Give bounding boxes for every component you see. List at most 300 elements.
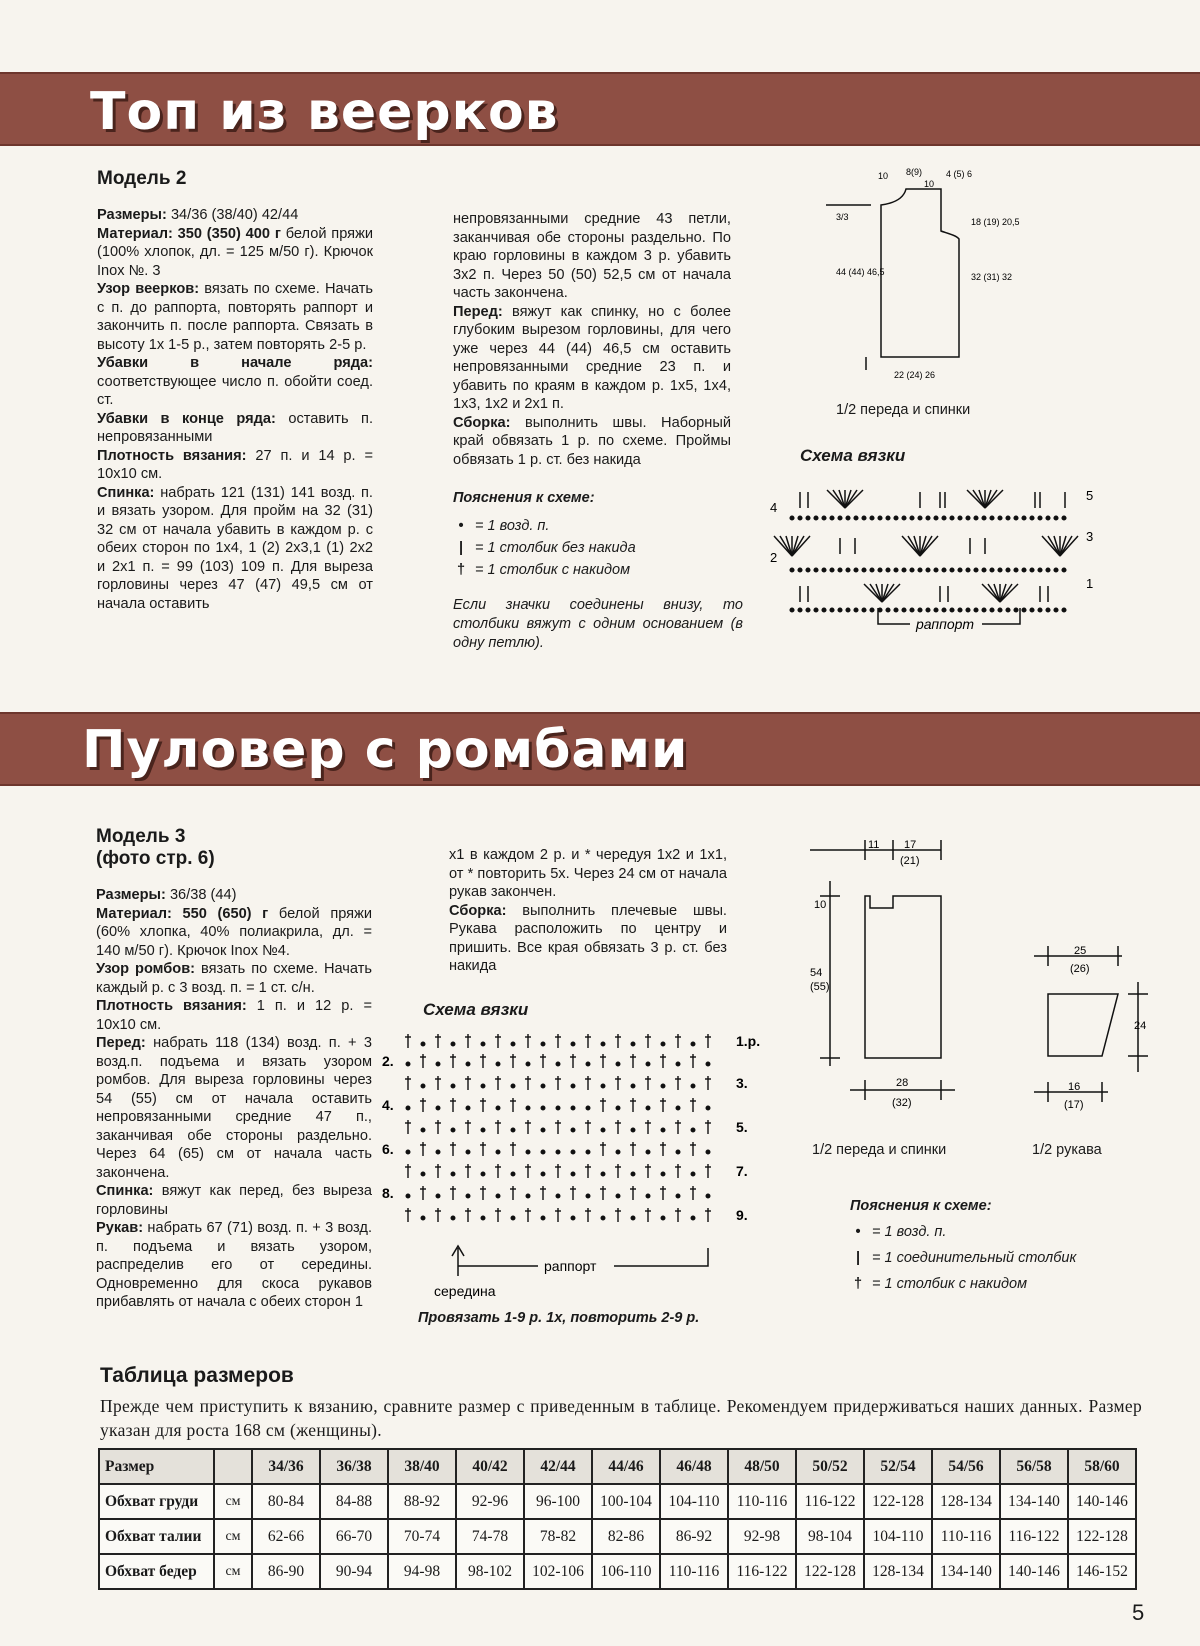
chain-stitch [1054, 516, 1058, 520]
legend-item [453, 562, 743, 578]
paragraph [97, 206, 373, 225]
paragraph-label: Убавки в конце ряда: [97, 410, 276, 427]
chain-stitch [854, 568, 858, 572]
paragraph [96, 960, 372, 997]
paragraph-text: выполнить плечевые швы. Рукава расположить по центру и пришить. Все края обвязать 3 р. ст. без накида [449, 902, 727, 974]
row-label-5: 5 [1086, 488, 1094, 503]
legend-text: = 1 соединительный столбик [872, 1250, 1077, 1266]
paragraph-text: 27 п. и 14 р. = 10х10 см. [97, 447, 373, 482]
chain-stitch [862, 608, 866, 612]
size-header-cell: 36/38 [320, 1449, 388, 1484]
chain-stitch [1030, 516, 1034, 520]
chain-stitch [974, 568, 978, 572]
row-unit: см [214, 1484, 252, 1519]
row-number: 2. [382, 1053, 394, 1069]
chain-stitch [1054, 568, 1058, 572]
article2-paragraphs-2 [449, 846, 727, 976]
chain-stitch [436, 1062, 440, 1066]
chain-stitch [790, 608, 794, 612]
paragraph-text: набрать 67 (71) возд. п. + 3 возд. п. подъема и вязать узором, распределив его от середины. Одновременно для скоса рукавов прибавлять от начала с обеих сторон 1 [96, 1220, 372, 1310]
chain-stitch [798, 568, 802, 572]
legend-item [453, 518, 743, 534]
chain-stitch [1014, 608, 1018, 612]
chain-stitch [511, 1172, 515, 1176]
legend-note: Если значки соединены внизу, то столбики вяжут с одним основанием (в одну петлю). [453, 597, 743, 651]
chain-stitch [1062, 516, 1066, 520]
fan-stitch-chart [770, 478, 1100, 638]
size-header-cell: 50/52 [796, 1449, 864, 1484]
chain-stitch [790, 568, 794, 572]
chain-stitch [511, 1084, 515, 1088]
chain-stitch [451, 1216, 455, 1220]
front-shape [865, 896, 941, 1058]
sleeve-shape [1048, 994, 1118, 1056]
chain-stitch [862, 516, 866, 520]
dim-bottom: 22 (24) 26 [894, 370, 936, 380]
table-cell: 122-128 [864, 1484, 932, 1519]
legend-symbol: † [853, 1276, 863, 1292]
chain-stitch [950, 516, 954, 520]
chain-stitch [886, 516, 890, 520]
chain-stitch [421, 1084, 425, 1088]
chain-stitch [691, 1172, 695, 1176]
middle-label: середина [434, 1283, 496, 1299]
chain-stitch [481, 1172, 485, 1176]
table-cell: 82-86 [592, 1519, 660, 1554]
table-cell: 110-116 [932, 1519, 1000, 1554]
row-unit: см [214, 1519, 252, 1554]
chain-stitch [676, 1194, 680, 1198]
legend-title: Пояснения к схеме: [453, 490, 595, 506]
legend-list-2 [850, 1224, 1150, 1292]
chain-stitch [631, 1216, 635, 1220]
paragraph-label: Плотность вязания: [96, 998, 247, 1014]
chain-stitch [406, 1194, 410, 1198]
row-unit: см [214, 1554, 252, 1589]
chain-stitch [998, 516, 1002, 520]
table-cell: 98-104 [796, 1519, 864, 1554]
dim-top2: 8(9) [906, 167, 923, 177]
chain-stitch [966, 608, 970, 612]
article2-paragraphs [96, 886, 372, 1312]
chain-stitch [676, 1106, 680, 1110]
chain-stitch [601, 1042, 605, 1046]
paragraph-text: 36/38 (44) [165, 887, 237, 903]
paragraph-label: Спинка: [96, 1183, 154, 1199]
paragraph-text: вязать по схеме. Начать с п. до раппорта, повторять раппорт и закончить п. после раппорта. Связать в высоту 1х 1-5 р., затем повторять 2-5 р. [97, 281, 373, 353]
paragraph-text: оставить п. непровязанными [97, 410, 374, 445]
chain-stitch [982, 568, 986, 572]
chain-stitch [511, 1042, 515, 1046]
chain-stitch [950, 608, 954, 612]
table-cell: 122-128 [796, 1554, 864, 1589]
table-cell: 102-106 [524, 1554, 592, 1589]
chain-stitch [601, 1084, 605, 1088]
fan-stitch [780, 536, 792, 556]
size-table-title: Таблица размеров [100, 1364, 294, 1387]
paragraph [97, 225, 373, 281]
chain-stitch [878, 516, 882, 520]
chain-stitch [586, 1150, 590, 1154]
chain-stitch [830, 608, 834, 612]
paragraph-text: вяжут как перед, без выреза горловины [96, 1183, 372, 1218]
front-dim-bottom-b: (32) [892, 1097, 912, 1109]
size-table-intro: Прежде чем приступить к вязанию, сравните размер с приведенным в таблице. Рекомендуем придерживаться наших данных. Размер указан для роста 168 см (женщины). [100, 1396, 1142, 1440]
paragraph-label: Материал: 550 (650) г [96, 905, 269, 922]
chain-stitch [556, 1150, 560, 1154]
paragraph-text: набрать 121 (131) 141 возд. п. и вязать узором. Для пройм на 32 (31) 32 см от начала убавить в каждом р. с обеих сторон по 1х4, 1 (2) 2х3,1 (1) 2х2 и 2х1 п. = 99 (103) 109 п. Для выреза горловины через 47 (47) 49,5 см от начала оставить [97, 484, 373, 612]
chain-stitch [406, 1062, 410, 1066]
chain-stitch [990, 516, 994, 520]
chain-stitch [451, 1042, 455, 1046]
table-cell: 96-100 [524, 1484, 592, 1519]
chain-stitch [451, 1084, 455, 1088]
chain-stitch [846, 568, 850, 572]
paragraph-text: непровязанными средние 43 петли, заканчивая обе стороны раздельно. По краю горловины в каждом 3 р. убавить 3х2 п. Через 50 (50) 52,5 см от начала часть закончена. [453, 211, 731, 301]
chain-stitch [496, 1062, 500, 1066]
size-header-cell: 48/50 [728, 1449, 796, 1484]
chain-stitch [814, 608, 818, 612]
dim-right: 32 (31) 32 [971, 272, 1013, 282]
chain-stitch [601, 1172, 605, 1176]
row-number: 5. [736, 1119, 748, 1135]
page-number: 5 [1132, 1600, 1145, 1625]
table-cell: 78-82 [524, 1519, 592, 1554]
table-cell: 116-122 [796, 1484, 864, 1519]
sleeve-dim-height: 24 [1134, 1020, 1147, 1032]
chain-stitch [934, 608, 938, 612]
table-cell: 84-88 [320, 1484, 388, 1519]
chain-stitch [942, 608, 946, 612]
chain-stitch [571, 1216, 575, 1220]
chain-stitch [436, 1150, 440, 1154]
row-number: 4. [382, 1097, 394, 1113]
legend-symbol: † [456, 562, 466, 578]
paragraph-text: вяжут как спинку, но с более глубоким вырезом горловины, для чего уже через 44 (44) 46,5 см оставить непровязанными средние 23 п. и убавить по краям в каждом р. 1х5, 1х4, 1х3, 1х2 и 2х1 п. [453, 303, 731, 412]
article1-legend [453, 490, 743, 653]
table-row [99, 1484, 1136, 1519]
chain-stitch [511, 1216, 515, 1220]
legend-item [453, 540, 743, 556]
chain-stitch [798, 608, 802, 612]
chain-stitch [894, 568, 898, 572]
paragraph [96, 1182, 372, 1219]
legend-title-2: Пояснения к схеме: [850, 1198, 992, 1214]
chain-stitch [918, 608, 922, 612]
chain-stitch [481, 1042, 485, 1046]
chain-stitch [646, 1150, 650, 1154]
model-subheading: (фото стр. 6) [96, 848, 215, 869]
chain-stitch [1022, 608, 1026, 612]
front-dim-top2: 17 [904, 839, 917, 851]
table-cell: 92-98 [728, 1519, 796, 1554]
paragraph [96, 997, 372, 1034]
table-cell: 140-146 [1000, 1554, 1068, 1589]
chain-stitch [631, 1084, 635, 1088]
pattern-outline [881, 189, 959, 357]
row-number: 1.р. [736, 1033, 761, 1049]
chain-stitch [886, 568, 890, 572]
chain-stitch [646, 1106, 650, 1110]
paragraph [97, 354, 373, 410]
chain-stitch [421, 1216, 425, 1220]
chain-stitch [982, 516, 986, 520]
chain-stitch [451, 1128, 455, 1132]
row-label-4: 4 [770, 500, 778, 515]
title-banner-bottom [0, 712, 1200, 786]
paragraph-label: Сборка: [449, 902, 507, 919]
table-cell: 88-92 [388, 1484, 456, 1519]
row-number: 7. [736, 1163, 748, 1179]
chain-stitch [1038, 568, 1042, 572]
table-row [99, 1519, 1136, 1554]
chain-stitch [862, 568, 866, 572]
chain-stitch [496, 1150, 500, 1154]
paragraph [96, 1034, 372, 1182]
chain-stitch [822, 516, 826, 520]
chain-stitch [571, 1106, 575, 1110]
table-cell: 146-152 [1068, 1554, 1136, 1589]
chain-stitch [926, 608, 930, 612]
paragraph-label: Размеры: [97, 207, 167, 223]
chain-stitch [466, 1062, 470, 1066]
chain-stitch [661, 1084, 665, 1088]
size-header-row [99, 1449, 1136, 1484]
chain-stitch [631, 1042, 635, 1046]
table-row [99, 1554, 1136, 1589]
chain-stitch [830, 568, 834, 572]
chain-stitch [1022, 516, 1026, 520]
article1-paragraphs-2 [453, 210, 731, 469]
chain-stitch [1022, 568, 1026, 572]
size-header-cell: 58/60 [1068, 1449, 1136, 1484]
chain-stitch [814, 568, 818, 572]
article1-col1 [97, 168, 373, 613]
paragraph-label: Сборка: [453, 414, 511, 431]
chain-stitch [466, 1194, 470, 1198]
chain-stitch [1006, 568, 1010, 572]
chain-stitch [958, 568, 962, 572]
table-cell: 86-90 [252, 1554, 320, 1589]
legend-text: = 1 столбик без накида [475, 540, 636, 556]
schema-instruction: Провязать 1-9 р. 1х, повторить 2-9 р. [418, 1310, 700, 1326]
article1-paragraphs [97, 206, 373, 613]
paragraph-text: х1 в каждом 2 р. и * чередуя 1х2 и 1х1, от * повторить 5х. Через 24 см от начала рукав закончен. [449, 847, 727, 900]
chain-stitch [902, 568, 906, 572]
chain-stitch [541, 1172, 545, 1176]
legend-text: = 1 возд. п. [872, 1224, 947, 1240]
chain-stitch [958, 516, 962, 520]
paragraph [97, 410, 373, 447]
chain-stitch [926, 568, 930, 572]
pattern-caption: 1/2 переда и спинки [836, 402, 971, 418]
chain-stitch [918, 516, 922, 520]
chain-stitch [571, 1042, 575, 1046]
paragraph-text: 1 п. и 12 р. = 10х10 см. [96, 998, 372, 1033]
chain-stitch [526, 1194, 530, 1198]
dim-top: 10 [878, 171, 889, 181]
chain-stitch [631, 1172, 635, 1176]
fan-stitch [833, 490, 845, 508]
chain-stitch [894, 516, 898, 520]
chain-stitch [1046, 568, 1050, 572]
chain-stitch [998, 608, 1002, 612]
table-cell: 90-94 [320, 1554, 388, 1589]
paragraph-label: Узор веерков: [97, 281, 200, 297]
sleeve-dim-top-b: (26) [1070, 963, 1090, 975]
chain-stitch [910, 608, 914, 612]
size-header-cell: 40/42 [456, 1449, 524, 1484]
chain-stitch [451, 1172, 455, 1176]
chain-stitch [974, 608, 978, 612]
article-title-top: Топ из веерков [90, 82, 559, 142]
chain-stitch [661, 1042, 665, 1046]
table-cell: 62-66 [252, 1519, 320, 1554]
chain-stitch [902, 516, 906, 520]
chain-stitch [870, 568, 874, 572]
table-cell: 110-116 [728, 1484, 796, 1519]
chain-stitch [661, 1172, 665, 1176]
chain-stitch [822, 568, 826, 572]
chain-stitch [902, 608, 906, 612]
row-label-3: 3 [1086, 529, 1094, 544]
dim-top2b: 10 [924, 179, 935, 189]
paragraph [97, 447, 373, 484]
chain-stitch [496, 1106, 500, 1110]
chain-stitch [1062, 608, 1066, 612]
size-header-label: Размер [99, 1449, 214, 1484]
chain-stitch [526, 1062, 530, 1066]
chain-stitch [541, 1042, 545, 1046]
table-cell: 100-104 [592, 1484, 660, 1519]
dim-left-small: 3/3 [836, 212, 849, 222]
table-cell: 70-74 [388, 1519, 456, 1554]
chain-stitch [691, 1084, 695, 1088]
table-cell: 104-110 [864, 1519, 932, 1554]
front-dim-bottom: 28 [896, 1077, 909, 1089]
chain-stitch [661, 1216, 665, 1220]
paragraph [97, 484, 373, 614]
chain-stitch [556, 1062, 560, 1066]
row-label-1: 1 [1086, 576, 1094, 591]
front-caption: 1/2 переда и спинки [812, 1142, 947, 1158]
chain-stitch [571, 1150, 575, 1154]
chain-stitch [421, 1172, 425, 1176]
legend-text: = 1 столбик с накидом [872, 1276, 1028, 1292]
chain-stitch [1046, 516, 1050, 520]
table-cell: 66-70 [320, 1519, 388, 1554]
chain-stitch [1014, 516, 1018, 520]
legend-symbol: • [458, 518, 464, 534]
paragraph-label: Размеры: [96, 887, 166, 903]
row-label: Обхват груди [99, 1484, 214, 1519]
repeat-label-2: раппорт [544, 1258, 597, 1274]
chain-stitch [616, 1106, 620, 1110]
fan-stitch [1048, 536, 1060, 556]
schema-title: Схема вязки [800, 446, 906, 465]
table-cell: 116-122 [728, 1554, 796, 1589]
chain-stitch [854, 608, 858, 612]
chain-stitch [1030, 568, 1034, 572]
sleeve-diagram [1030, 942, 1150, 1127]
paragraph-label: Плотность вязания: [97, 447, 247, 464]
model-heading-3: Модель 3 [96, 826, 186, 847]
chain-stitch [870, 608, 874, 612]
legend-item [850, 1224, 1150, 1240]
paragraph-text: 34/36 (38/40) 42/44 [166, 207, 299, 223]
size-header-cell: 54/56 [932, 1449, 1000, 1484]
table-cell: 80-84 [252, 1484, 320, 1519]
chain-stitch [998, 568, 1002, 572]
table-cell: 86-92 [660, 1519, 728, 1554]
chain-stitch [886, 608, 890, 612]
chain-stitch [436, 1106, 440, 1110]
chain-stitch [942, 568, 946, 572]
sleeve-dim-top: 25 [1074, 945, 1087, 957]
chain-stitch [616, 1062, 620, 1066]
size-header-cell: 56/58 [1000, 1449, 1068, 1484]
chain-stitch [934, 516, 938, 520]
chain-stitch [481, 1084, 485, 1088]
chain-stitch [466, 1106, 470, 1110]
chain-stitch [541, 1084, 545, 1088]
chain-stitch [661, 1128, 665, 1132]
chain-stitch [846, 516, 850, 520]
chain-stitch [894, 608, 898, 612]
paragraph-text: белой пряжи (60% хлопка, 40% полиакрила, дл. = 140 м/50 г). Крючок Inox №4. [96, 905, 372, 959]
chain-stitch [436, 1194, 440, 1198]
chain-stitch [854, 516, 858, 520]
chain-stitch [830, 516, 834, 520]
chain-stitch [910, 568, 914, 572]
chain-stitch [556, 1106, 560, 1110]
chain-stitch [1062, 568, 1066, 572]
paragraph [97, 280, 373, 354]
front-dim-top2b: (21) [900, 855, 920, 867]
dim-left: 44 (44) 46,5 [836, 267, 885, 277]
chain-stitch [846, 608, 850, 612]
chain-stitch [1006, 516, 1010, 520]
table-cell: 92-96 [456, 1484, 524, 1519]
chain-stitch [706, 1106, 710, 1110]
chain-stitch [838, 516, 842, 520]
chain-stitch [806, 608, 810, 612]
legend-text: = 1 возд. п. [475, 518, 550, 534]
chain-stitch [541, 1150, 545, 1154]
size-header-cell: 34/36 [252, 1449, 320, 1484]
table-cell: 106-110 [592, 1554, 660, 1589]
size-header-cell: 38/40 [388, 1449, 456, 1484]
fan-stitch [870, 584, 882, 602]
chain-stitch [838, 568, 842, 572]
diamond-stitch-chart [382, 1030, 808, 1300]
fan-stitch [908, 536, 920, 556]
chain-stitch [966, 516, 970, 520]
chain-stitch [706, 1194, 710, 1198]
chain-stitch [958, 608, 962, 612]
legend-text: = 1 столбик с накидом [475, 562, 631, 578]
chain-stitch [586, 1062, 590, 1066]
legend-item [850, 1276, 1150, 1292]
chain-stitch [541, 1216, 545, 1220]
front-dim-height-b: (55) [810, 981, 830, 993]
chain-stitch [526, 1150, 530, 1154]
chain-stitch [406, 1106, 410, 1110]
chain-stitch [466, 1150, 470, 1154]
chain-stitch [421, 1042, 425, 1046]
chain-stitch [706, 1062, 710, 1066]
chain-stitch [838, 608, 842, 612]
